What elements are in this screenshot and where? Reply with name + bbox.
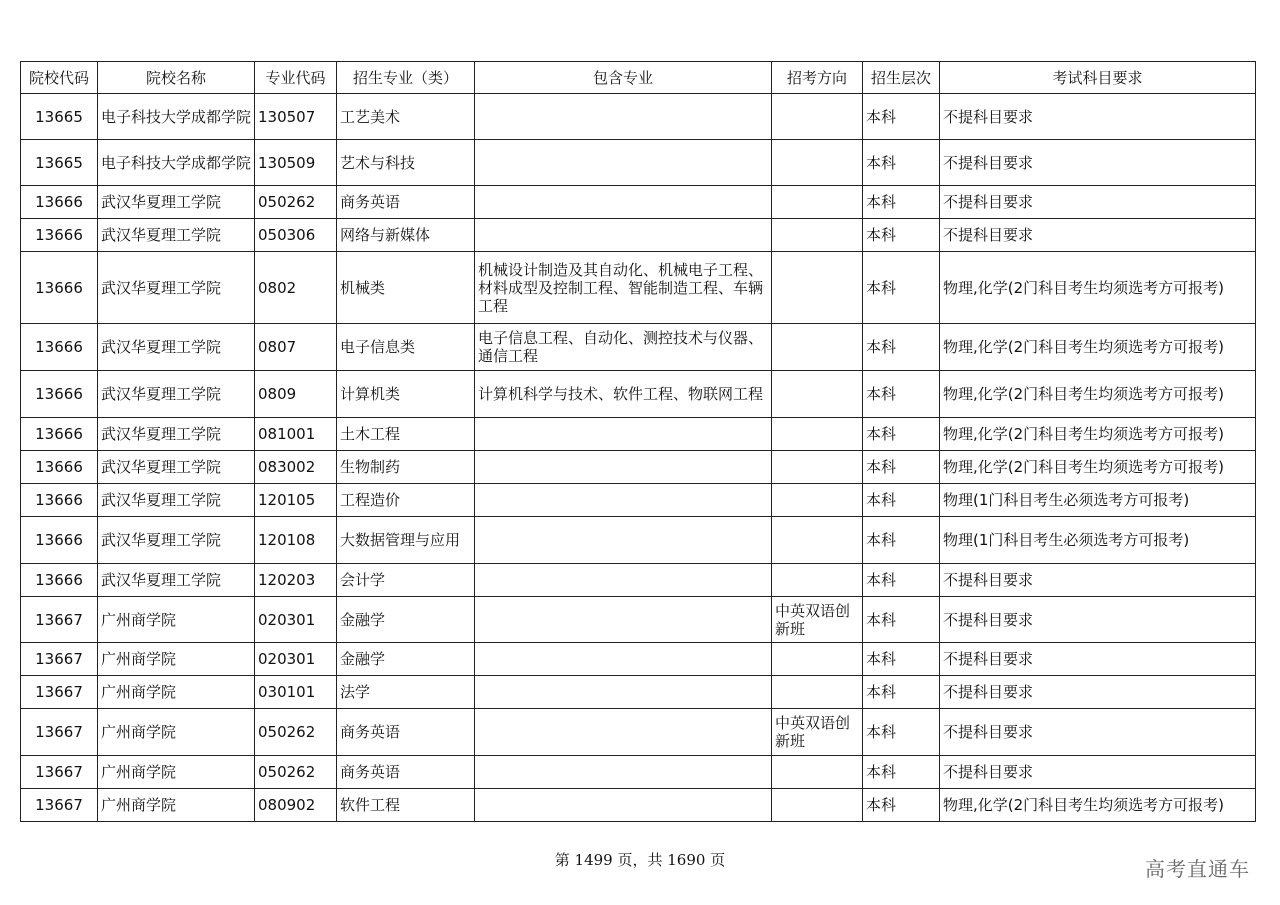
cell-major: 生物制药 <box>337 451 475 484</box>
cell-level: 本科 <box>863 371 940 418</box>
cell-level: 本科 <box>863 186 940 219</box>
cell-school-name: 广州商学院 <box>98 597 255 643</box>
cell-subject-requirement: 不提科目要求 <box>940 709 1256 756</box>
cell-school-name: 武汉华夏理工学院 <box>98 371 255 418</box>
cell-major-code: 020301 <box>255 643 337 676</box>
cell-included-majors <box>475 186 772 219</box>
cell-school-name: 广州商学院 <box>98 709 255 756</box>
cell-level: 本科 <box>863 676 940 709</box>
cell-major-code: 083002 <box>255 451 337 484</box>
cell-level: 本科 <box>863 756 940 789</box>
cell-school-name: 武汉华夏理工学院 <box>98 451 255 484</box>
cell-level: 本科 <box>863 564 940 597</box>
cell-subject-requirement: 物理,化学(2门科目考生均须选考方可报考) <box>940 371 1256 418</box>
cell-included-majors <box>475 140 772 186</box>
table-body <box>21 94 1256 822</box>
cell-school-code: 13666 <box>21 219 98 252</box>
cell-level: 本科 <box>863 140 940 186</box>
table-row <box>21 219 1256 252</box>
cell-direction: 中英双语创新班 <box>772 597 863 643</box>
cell-level: 本科 <box>863 597 940 643</box>
cell-school-name: 武汉华夏理工学院 <box>98 418 255 451</box>
cell-school-code: 13665 <box>21 140 98 186</box>
header-school-name: 院校名称 <box>98 62 255 94</box>
header-direction: 招考方向 <box>772 62 863 94</box>
cell-major-code: 0809 <box>255 371 337 418</box>
watermark-logo: 高考直通车 <box>1145 857 1250 881</box>
cell-direction <box>772 94 863 140</box>
cell-major-code: 0807 <box>255 324 337 371</box>
cell-major-code: 050262 <box>255 709 337 756</box>
header-included-majors: 包含专业 <box>475 62 772 94</box>
cell-major: 电子信息类 <box>337 324 475 371</box>
table-row <box>21 597 1256 643</box>
table-row <box>21 94 1256 140</box>
table-row <box>21 517 1256 564</box>
cell-school-code: 13667 <box>21 756 98 789</box>
cell-school-code: 13666 <box>21 564 98 597</box>
cell-major-code: 120105 <box>255 484 337 517</box>
cell-subject-requirement: 不提科目要求 <box>940 186 1256 219</box>
table-row <box>21 186 1256 219</box>
cell-subject-requirement: 不提科目要求 <box>940 756 1256 789</box>
cell-school-code: 13666 <box>21 324 98 371</box>
cell-major-code: 120203 <box>255 564 337 597</box>
cell-level: 本科 <box>863 219 940 252</box>
cell-subject-requirement: 物理,化学(2门科目考生均须选考方可报考) <box>940 451 1256 484</box>
cell-major: 商务英语 <box>337 186 475 219</box>
cell-major: 大数据管理与应用 <box>337 517 475 564</box>
header-level: 招生层次 <box>863 62 940 94</box>
cell-direction <box>772 676 863 709</box>
cell-direction <box>772 756 863 789</box>
cell-included-majors <box>475 94 772 140</box>
cell-direction <box>772 140 863 186</box>
table-row <box>21 252 1256 324</box>
table-row <box>21 756 1256 789</box>
cell-included-majors <box>475 676 772 709</box>
cell-subject-requirement: 不提科目要求 <box>940 597 1256 643</box>
cell-level: 本科 <box>863 252 940 324</box>
cell-level: 本科 <box>863 643 940 676</box>
cell-school-code: 13667 <box>21 676 98 709</box>
cell-included-majors <box>475 517 772 564</box>
cell-included-majors <box>475 756 772 789</box>
cell-school-code: 13666 <box>21 517 98 564</box>
cell-school-code: 13666 <box>21 371 98 418</box>
header-subject-requirement: 考试科目要求 <box>940 62 1256 94</box>
cell-level: 本科 <box>863 709 940 756</box>
cell-major: 金融学 <box>337 643 475 676</box>
cell-direction <box>772 371 863 418</box>
cell-major-code: 050306 <box>255 219 337 252</box>
table-row <box>21 676 1256 709</box>
cell-major-code: 020301 <box>255 597 337 643</box>
cell-major: 商务英语 <box>337 709 475 756</box>
table-row <box>21 643 1256 676</box>
cell-school-code: 13666 <box>21 186 98 219</box>
cell-major: 软件工程 <box>337 789 475 822</box>
cell-school-name: 武汉华夏理工学院 <box>98 564 255 597</box>
cell-level: 本科 <box>863 789 940 822</box>
cell-subject-requirement: 不提科目要求 <box>940 676 1256 709</box>
cell-included-majors: 电子信息工程、自动化、测控技术与仪器、通信工程 <box>475 324 772 371</box>
cell-direction <box>772 564 863 597</box>
cell-school-name: 武汉华夏理工学院 <box>98 517 255 564</box>
cell-subject-requirement: 物理(1门科目考生必须选考方可报考) <box>940 484 1256 517</box>
header-major: 招生专业（类） <box>337 62 475 94</box>
cell-subject-requirement: 不提科目要求 <box>940 94 1256 140</box>
cell-major-code: 0802 <box>255 252 337 324</box>
cell-included-majors <box>475 564 772 597</box>
cell-level: 本科 <box>863 517 940 564</box>
cell-school-name: 武汉华夏理工学院 <box>98 324 255 371</box>
table-row <box>21 418 1256 451</box>
cell-included-majors <box>475 484 772 517</box>
cell-included-majors <box>475 451 772 484</box>
cell-major: 会计学 <box>337 564 475 597</box>
cell-school-name: 武汉华夏理工学院 <box>98 186 255 219</box>
cell-subject-requirement: 不提科目要求 <box>940 140 1256 186</box>
cell-subject-requirement: 物理,化学(2门科目考生均须选考方可报考) <box>940 418 1256 451</box>
cell-included-majors <box>475 597 772 643</box>
cell-subject-requirement: 物理,化学(2门科目考生均须选考方可报考) <box>940 324 1256 371</box>
cell-included-majors: 计算机科学与技术、软件工程、物联网工程 <box>475 371 772 418</box>
cell-subject-requirement: 物理(1门科目考生必须选考方可报考) <box>940 517 1256 564</box>
admissions-table <box>20 61 1256 822</box>
cell-school-code: 13666 <box>21 418 98 451</box>
cell-school-name: 广州商学院 <box>98 643 255 676</box>
table-row <box>21 709 1256 756</box>
cell-school-code: 13666 <box>21 252 98 324</box>
cell-included-majors: 机械设计制造及其自动化、机械电子工程、材料成型及控制工程、智能制造工程、车辆工程 <box>475 252 772 324</box>
cell-major-code: 081001 <box>255 418 337 451</box>
header-major-code: 专业代码 <box>255 62 337 94</box>
cell-direction <box>772 186 863 219</box>
header-school-code: 院校代码 <box>21 62 98 94</box>
cell-subject-requirement: 不提科目要求 <box>940 219 1256 252</box>
cell-major: 网络与新媒体 <box>337 219 475 252</box>
cell-school-name: 武汉华夏理工学院 <box>98 219 255 252</box>
cell-school-name: 广州商学院 <box>98 756 255 789</box>
cell-major: 工程造价 <box>337 484 475 517</box>
cell-level: 本科 <box>863 324 940 371</box>
cell-school-code: 13666 <box>21 451 98 484</box>
cell-subject-requirement: 不提科目要求 <box>940 564 1256 597</box>
table-row <box>21 484 1256 517</box>
table-row <box>21 451 1256 484</box>
cell-included-majors <box>475 709 772 756</box>
cell-school-code: 13667 <box>21 709 98 756</box>
cell-major-code: 130509 <box>255 140 337 186</box>
cell-school-name: 电子科技大学成都学院 <box>98 140 255 186</box>
cell-major: 金融学 <box>337 597 475 643</box>
cell-direction <box>772 517 863 564</box>
cell-major: 商务英语 <box>337 756 475 789</box>
cell-direction <box>772 252 863 324</box>
table-header-row <box>21 62 1256 94</box>
cell-school-code: 13665 <box>21 94 98 140</box>
cell-included-majors <box>475 219 772 252</box>
cell-subject-requirement: 物理,化学(2门科目考生均须选考方可报考) <box>940 252 1256 324</box>
cell-major: 工艺美术 <box>337 94 475 140</box>
cell-school-name: 武汉华夏理工学院 <box>98 252 255 324</box>
cell-direction <box>772 643 863 676</box>
cell-level: 本科 <box>863 484 940 517</box>
cell-major: 计算机类 <box>337 371 475 418</box>
cell-included-majors <box>475 789 772 822</box>
cell-direction <box>772 484 863 517</box>
cell-school-name: 广州商学院 <box>98 789 255 822</box>
cell-major-code: 050262 <box>255 186 337 219</box>
cell-school-code: 13667 <box>21 597 98 643</box>
cell-school-name: 电子科技大学成都学院 <box>98 94 255 140</box>
page-number: 第 1499 页，共 1690 页 <box>554 851 726 869</box>
cell-major: 机械类 <box>337 252 475 324</box>
cell-included-majors <box>475 643 772 676</box>
cell-direction <box>772 418 863 451</box>
cell-direction <box>772 324 863 371</box>
table-row <box>21 564 1256 597</box>
cell-direction <box>772 219 863 252</box>
cell-major: 法学 <box>337 676 475 709</box>
cell-major-code: 030101 <box>255 676 337 709</box>
cell-school-code: 13667 <box>21 643 98 676</box>
cell-subject-requirement: 不提科目要求 <box>940 643 1256 676</box>
cell-major: 土木工程 <box>337 418 475 451</box>
cell-level: 本科 <box>863 451 940 484</box>
cell-included-majors <box>475 418 772 451</box>
table-row <box>21 324 1256 371</box>
cell-level: 本科 <box>863 94 940 140</box>
cell-major-code: 050262 <box>255 756 337 789</box>
cell-direction: 中英双语创新班 <box>772 709 863 756</box>
table-row <box>21 789 1256 822</box>
cell-school-code: 13666 <box>21 484 98 517</box>
table-row <box>21 371 1256 418</box>
table-row <box>21 140 1256 186</box>
cell-school-code: 13667 <box>21 789 98 822</box>
cell-major: 艺术与科技 <box>337 140 475 186</box>
cell-school-name: 武汉华夏理工学院 <box>98 484 255 517</box>
cell-major-code: 080902 <box>255 789 337 822</box>
cell-major-code: 130507 <box>255 94 337 140</box>
cell-school-name: 广州商学院 <box>98 676 255 709</box>
cell-direction <box>772 451 863 484</box>
cell-level: 本科 <box>863 418 940 451</box>
cell-subject-requirement: 物理,化学(2门科目考生均须选考方可报考) <box>940 789 1256 822</box>
cell-direction <box>772 789 863 822</box>
cell-major-code: 120108 <box>255 517 337 564</box>
